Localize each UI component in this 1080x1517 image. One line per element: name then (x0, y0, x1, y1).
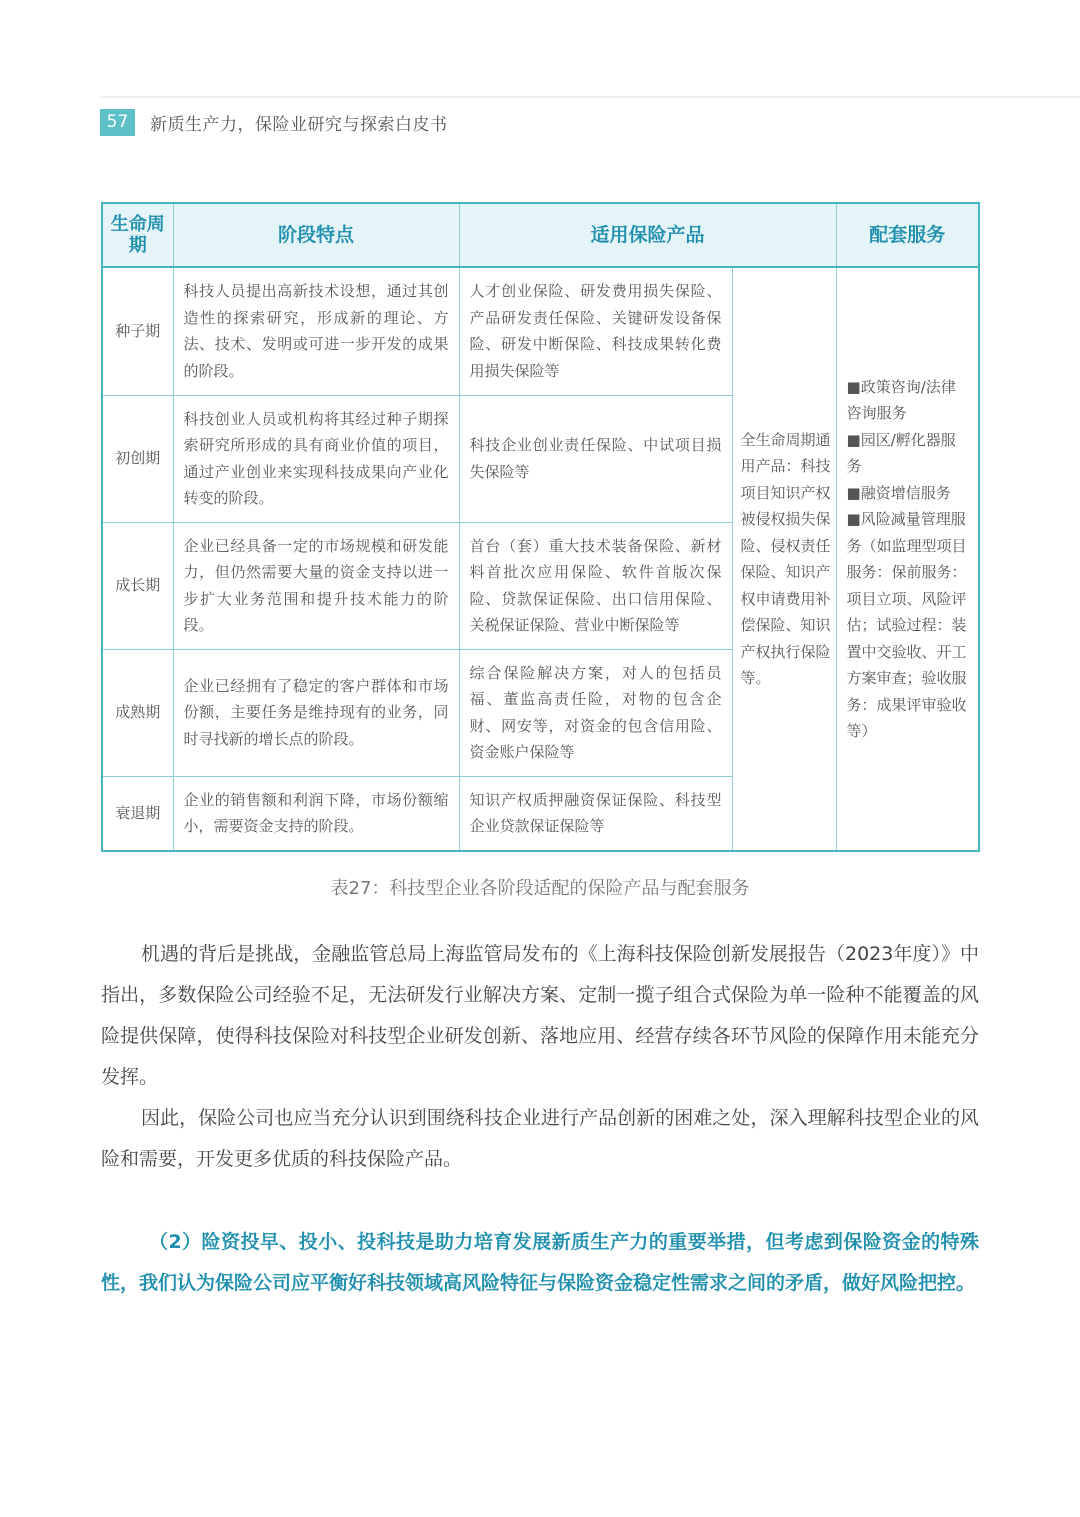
products-cell: 知识产权质押融资保证保险、科技型企业贷款保证保险等 (459, 776, 732, 851)
header-features: 阶段特点 (173, 203, 459, 267)
features-cell: 企业的销售额和利润下降，市场份额缩小，需要资金支持的阶段。 (173, 776, 459, 851)
insurance-stage-table (101, 202, 980, 852)
products-cell: 综合保险解决方案，对人的包括员福、董监高责任险，对物的包含企财、网安等，对资金的包含信用险、资金账户保险等 (459, 649, 732, 776)
header-lifecycle: 生命周期 (102, 203, 173, 267)
service-item: ■政策咨询/法律咨询服务 (846, 377, 956, 422)
document-title: 新质生产力，保险业研究与探索白皮书 (150, 114, 448, 135)
service-item: ■风险减量管理服务（如监理型项目服务：保前服务：项目立项、风险评估；试验过程：装置中交验收、开工方案审查；验收服务：成果评审验收等） (846, 510, 967, 740)
paragraph: 因此，保险公司也应当充分认识到围绕科技企业进行产品创新的困难之处，深入理解科技型企业的风险和需要，开发更多优质的科技保险产品。 (101, 1107, 979, 1170)
body-text (101, 934, 979, 1180)
service-item: ■融资增信服务 (846, 483, 951, 502)
paragraph: 机遇的背后是挑战，金融监管总局上海监管局发布的《上海科技保险创新发展报告（2023年度）》中指出，多数保险公司经验不足，无法研发行业解决方案、定制一揽子组合式保险为单一险种不能覆盖的风险提供保障，使得科技保险对科技型企业研发创新、落地应用、经营存续各环节风险的保障作用未能充分发挥。 (101, 943, 979, 1088)
features-cell: 科技人员提出高新技术设想，通过其创造性的探索研究，形成新的理论、方法、技术、发明或可进一步开发的成果的阶段。 (173, 267, 459, 395)
services-cell (836, 267, 979, 851)
table-row (102, 267, 979, 395)
table-caption: 表27：科技型企业各阶段适配的保险产品与配套服务 (330, 878, 750, 899)
highlight-paragraph: （2）险资投早、投小、投科技是助力培育发展新质生产力的重要举措，但考虑到保险资金的特殊性，我们认为保险公司应平衡好科技领域高风险特征与保险资金稳定性需求之间的矛盾，做好风险把控。 (101, 1231, 979, 1294)
features-cell: 企业已经拥有了稳定的客户群体和市场份额，主要任务是维持现有的业务，同时寻找新的增长点的阶段。 (173, 649, 459, 776)
page-header (100, 108, 448, 136)
header-services: 配套服务 (836, 203, 979, 267)
general-products-cell: 全生命周期通用产品：科技项目知识产权被侵权损失保险、侵权责任保险、知识产权申请费用补偿保险、知识产权执行保险等。 (732, 267, 836, 851)
stage-cell: 种子期 (102, 267, 173, 395)
products-cell: 人才创业保险、研发费用损失保险、产品研发责任保险、关键研发设备保险、研发中断保险、科技成果转化费用损失保险等 (459, 267, 732, 395)
stage-cell: 成熟期 (102, 649, 173, 776)
header-divider (100, 96, 1080, 98)
features-cell: 企业已经具备一定的市场规模和研发能力，但仍然需要大量的资金支持以进一步扩大业务范围和提升技术能力的阶段。 (173, 522, 459, 649)
stage-cell: 衰退期 (102, 776, 173, 851)
header-products: 适用保险产品 (459, 203, 836, 267)
service-item: ■园区/孵化器服务 (846, 430, 956, 475)
stage-cell: 初创期 (102, 395, 173, 522)
products-cell: 科技企业创业责任保险、中试项目损失保险等 (459, 395, 732, 522)
features-cell: 科技创业人员或机构将其经过种子期探索研究所形成的具有商业价值的项目，通过产业创业来实现科技成果向产业化转变的阶段。 (173, 395, 459, 522)
page-number: 57 (100, 109, 135, 136)
products-cell: 首台（套）重大技术装备保险、新材料首批次应用保险、软件首版次保险、贷款保证保险、出口信用保险、关税保证保险、营业中断保险等 (459, 522, 732, 649)
stage-cell: 成长期 (102, 522, 173, 649)
